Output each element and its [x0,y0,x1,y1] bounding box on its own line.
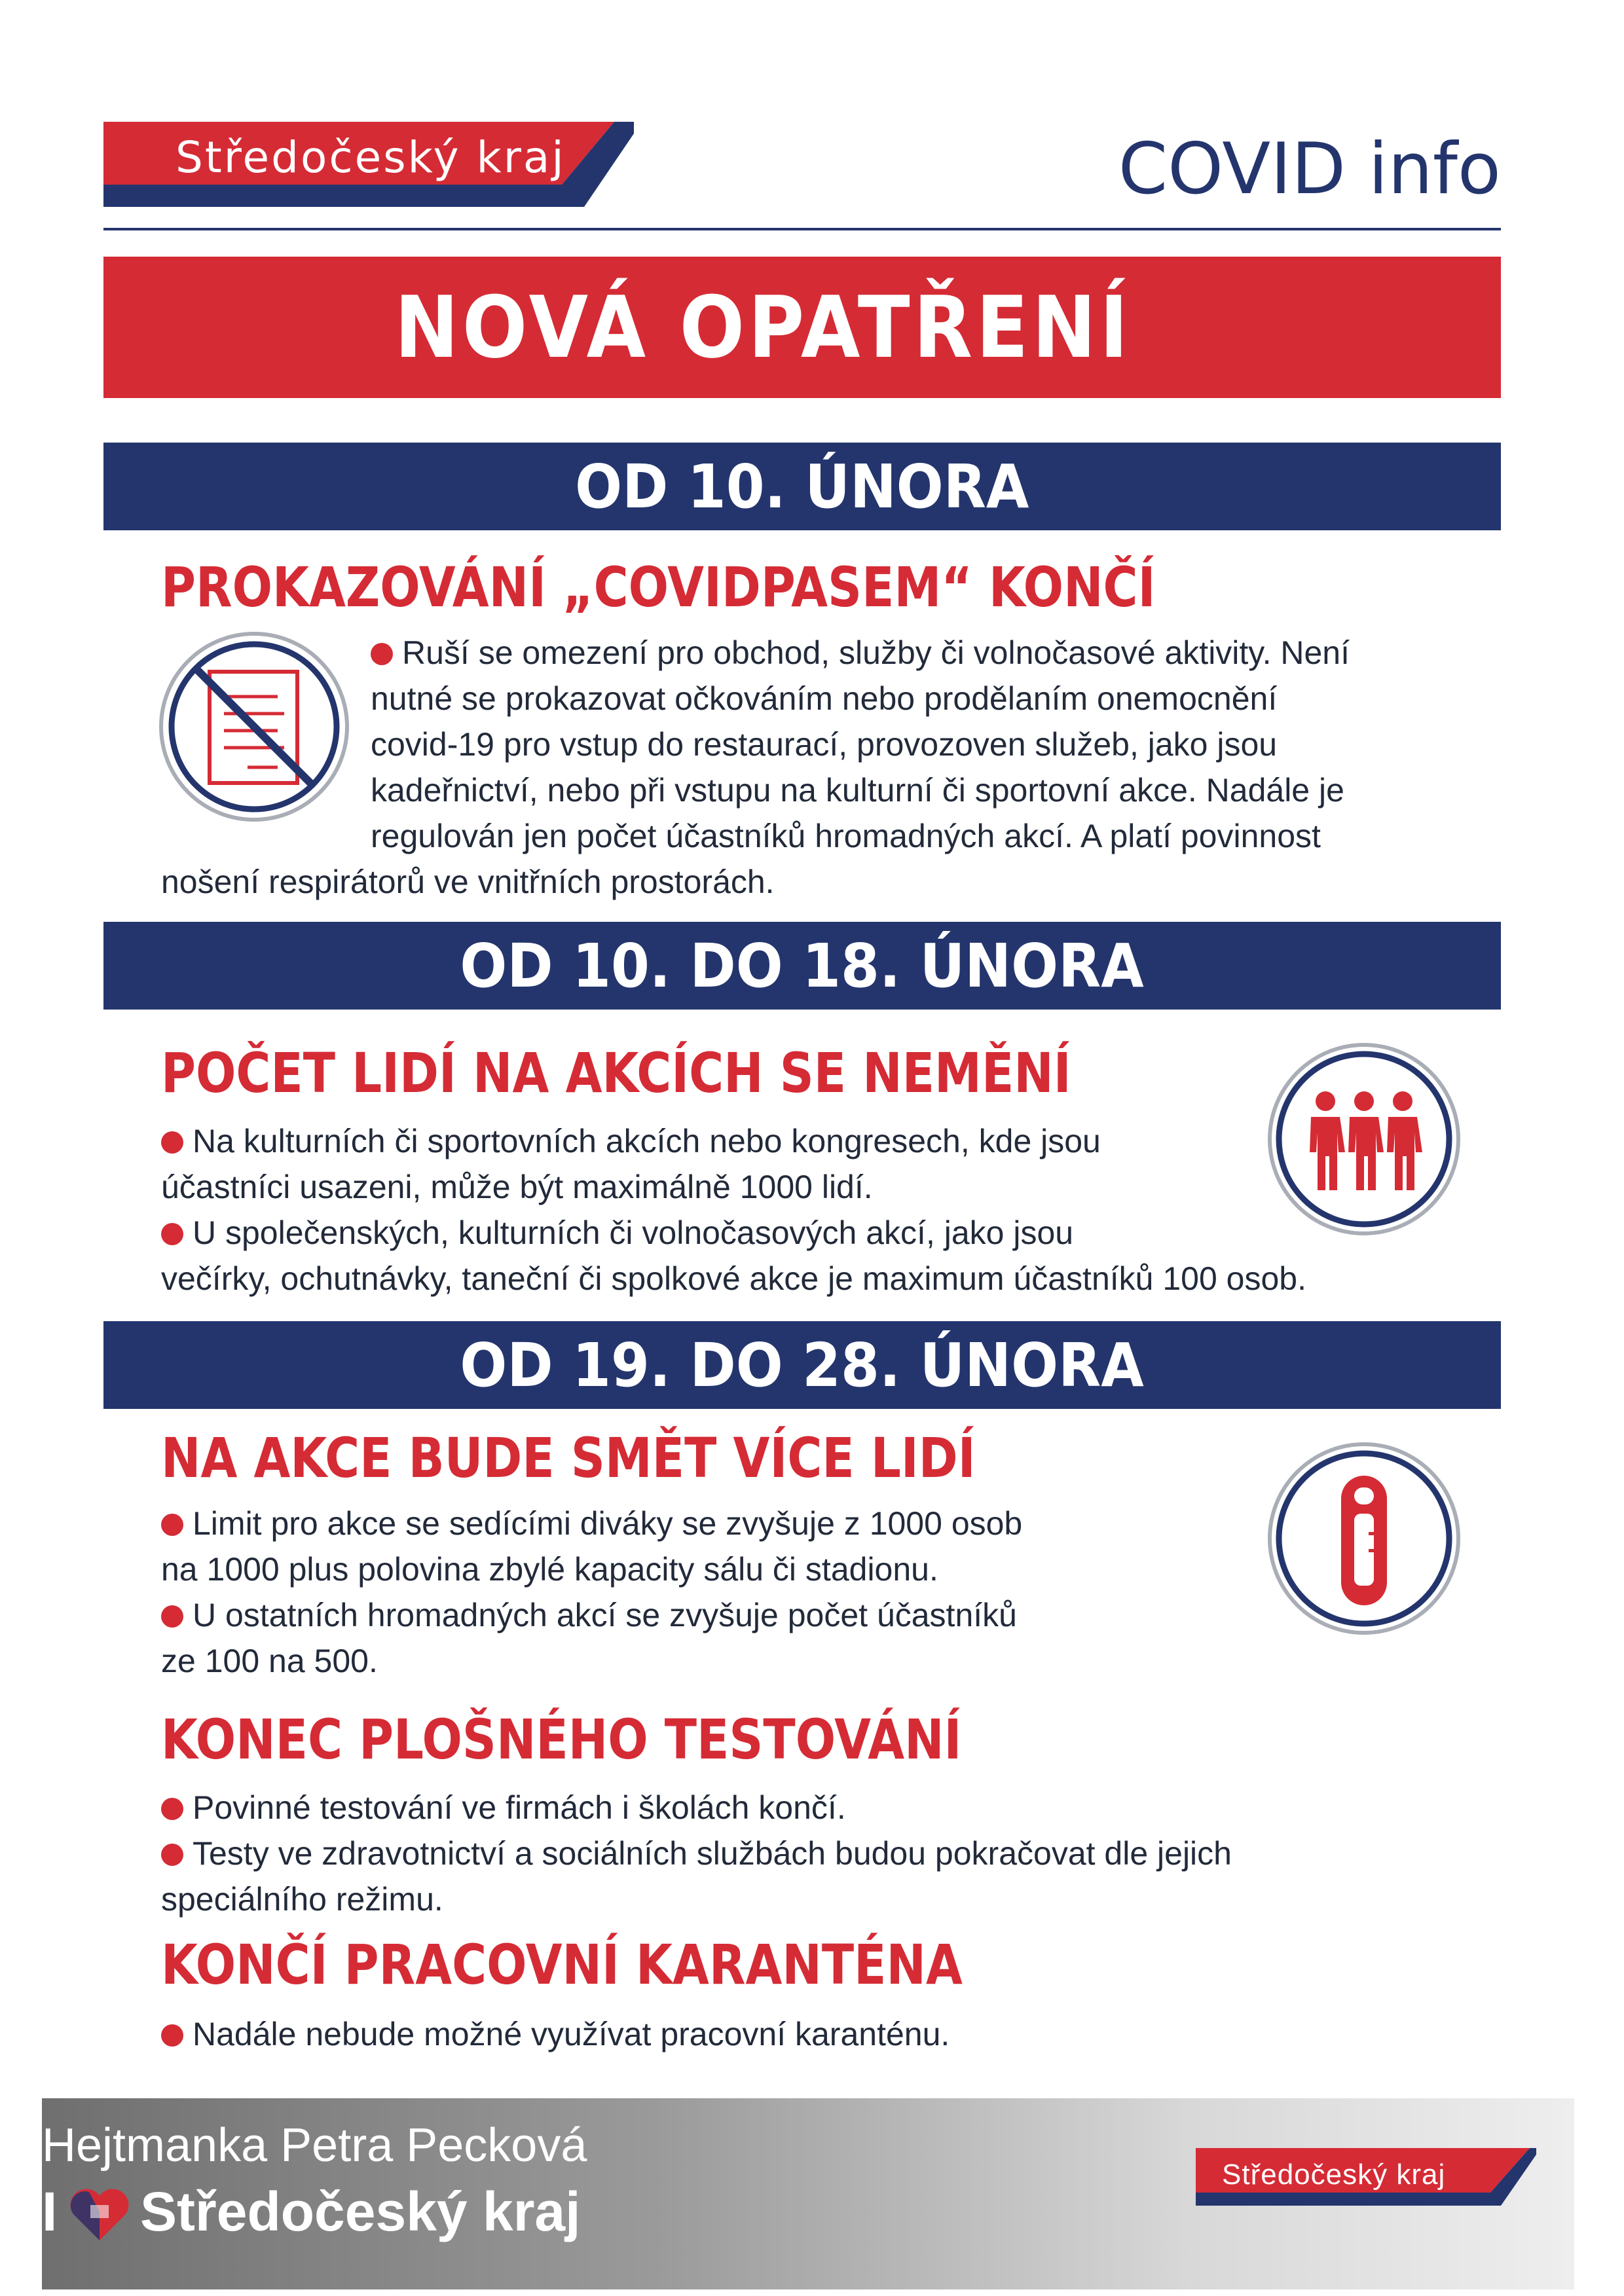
footer-governor: Hejtmanka Petra Pecková [42,2119,587,2172]
section-1-line-2: nutné se prokazovat očkováním nebo prodělaním onemocnění [371,680,1278,717]
section-2-text [161,1118,1306,1302]
section-3b-line-2: Testy ve zdravotnictví a sociálních službách budou pokračovat dle jejich [161,1831,1232,1876]
footer-slogan-text: Středočeský kraj [140,2181,581,2242]
date-bar-2-label: OD 10. DO 18. ÚNORA [460,930,1145,1001]
section-3-heading: NA AKCE BUDE SMĚT VÍCE LIDÍ [161,1426,976,1490]
section-2-heading: POČET LIDÍ NA AKCÍCH SE NEMĚNÍ [161,1041,1071,1105]
main-title-banner [103,257,1501,398]
section-2-line-2: účastníci usazeni, může být maximálně 1000 lidí. [161,1169,873,1205]
date-bar-1-label: OD 10. ÚNORA [575,451,1029,522]
section-3b-line-3: speciálního režimu. [161,1881,443,1918]
section-3-line-2: na 1000 plus polovina zbylé kapacity sálu či stadionu. [161,1551,938,1588]
section-1-line-1: Ruší se omezení pro obchod, služby či volnočasové aktivity. Není [371,630,1350,676]
section-1-heading: PROKAZOVÁNÍ „COVIDPASEM“ KONČÍ [161,555,1156,619]
section-3-text [161,1501,1022,1684]
section-2-line-1: Na kulturních či sportovních akcích nebo kongresech, kde jsou [161,1118,1306,1164]
no-certificate-icon [156,629,352,828]
section-3-line-3: U ostatních hromadných akcí se zvyšuje počet účastníků [161,1592,1022,1638]
section-3c-heading: KONČÍ PRACOVNÍ KARANTÉNA [161,1933,963,1997]
date-bar-1 [103,443,1501,530]
brand-name: Středočeský kraj [175,132,566,183]
brand-logo [103,122,634,207]
section-3c-text [161,2011,950,2057]
section-2-line-3: U společenských, kulturních či volnočasových akcí, jako jsou [161,1210,1306,1256]
section-3-line-1: Limit pro akce se sedícími diváky se zvyšuje z 1000 osob [161,1501,1022,1546]
section-1-line-6: nošení respirátorů ve vnitřních prostorách. [161,864,775,900]
date-bar-3-label: OD 19. DO 28. ÚNORA [460,1330,1145,1400]
footer-brand-name: Středočeský kraj [1222,2159,1446,2191]
section-3b-text [161,1785,1232,1922]
covid-info-label: COVID info [1118,128,1501,210]
section-3b-line-1: Povinné testování ve firmách i školách končí. [161,1785,1232,1831]
footer-brand-logo [1196,2148,1536,2206]
heart-icon [67,2185,132,2248]
test-tube-icon [1263,1440,1466,1640]
date-bar-3 [103,1321,1501,1409]
footer-slogan-prefix: I [42,2181,58,2242]
header-divider [103,228,1501,230]
main-title: NOVÁ OPATŘENÍ [394,278,1132,377]
section-1-line-5: regulován jen počet účastníků hromadných akcí. A platí povinnost [371,818,1321,854]
section-2-line-4: večírky, ochutnávky, taneční či spolkové akce je maximum účastníků 100 osob. [161,1260,1306,1297]
section-3b-heading: KONEC PLOŠNÉHO TESTOVÁNÍ [161,1707,962,1772]
section-3c-line-1: Nadále nebude možné využívat pracovní karanténu. [161,2011,950,2057]
date-bar-2 [103,922,1501,1010]
section-1-line-3: covid-19 pro vstup do restaurací, provozoven služeb, jako jsou [371,726,1278,763]
section-1-line-4: kadeřnictví, nebo při vstupu na kulturní či sportovní akce. Nadále je [371,772,1344,809]
section-3-line-4: ze 100 na 500. [161,1643,378,1679]
section-1-text [371,630,1350,859]
